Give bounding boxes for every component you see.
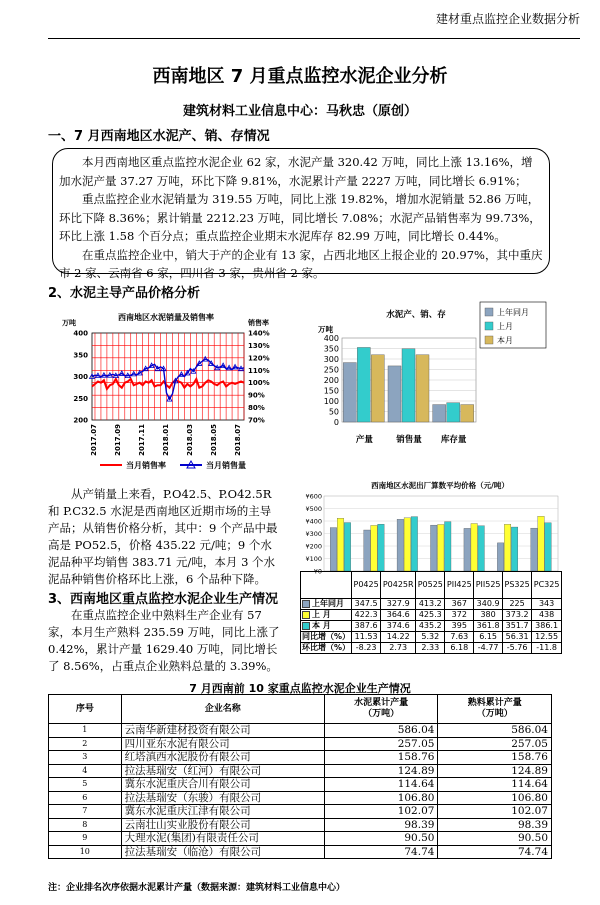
price-table-cell: 343: [532, 599, 562, 610]
rank-cell: 3: [49, 751, 122, 765]
clinker-output-cell: 74.74: [438, 845, 552, 859]
bar: [433, 405, 446, 422]
price-table-cell: 386.1: [532, 621, 562, 632]
bar: [371, 355, 384, 422]
bar: [404, 518, 411, 571]
y-tick-label: 100: [323, 397, 339, 406]
y2-tick-label: 130%: [248, 341, 270, 350]
bar: [461, 405, 474, 422]
bar: [464, 528, 471, 571]
y-tick-label: ¥500: [305, 505, 322, 513]
bar: [438, 525, 445, 572]
legend-label: 当月销售量: [206, 461, 246, 470]
bar: [330, 528, 337, 571]
rank-cell: 7: [49, 805, 122, 819]
summary-paragraph: 重点监控企业水泥销量为 319.55 万吨，同比上涨 19.82%，增加水泥销量 52.86 万吨，环比下降 8.36%；累计销量 2212.23 万吨，同比增长 7.08%；水泥产品销售率为 99.73%，环比上涨 1.58 个百分点；重点监控企业期末水泥库存 82.99 万吨，同比增长 0.44%。: [59, 192, 541, 243]
legend-swatch: [485, 322, 493, 330]
price-table-cell: 7.63: [445, 632, 474, 643]
y2-tick-label: 100%: [248, 379, 270, 388]
company-name-cell: 冀东水泥重庆合川有限公司: [121, 778, 324, 792]
price-table-cell: -4.77: [474, 643, 503, 654]
legend-label: 上年同月: [497, 308, 529, 317]
y2-tick-label: 140%: [248, 329, 270, 338]
table-note: 注：企业排名次序依据水泥累计产量（数据来源：建筑材料工业信息中心）: [48, 883, 346, 893]
category-label: 库存量: [440, 435, 467, 445]
cement-output-cell: 586.04: [324, 724, 438, 738]
price-table-series-name: 本 月: [312, 621, 331, 630]
price-table-cell: 425.3: [416, 610, 445, 621]
y2-tick-label: 90%: [248, 391, 265, 400]
bar: [478, 526, 485, 571]
running-header: 建材重点监控企业数据分析: [435, 12, 580, 26]
bar: [497, 543, 504, 571]
section-heading-2: 2、水泥主导产品价格分析: [48, 286, 201, 301]
bar: [402, 349, 415, 422]
price-table-cell: 6.15: [474, 632, 503, 643]
legend-swatch: [302, 611, 310, 619]
table-row: [49, 791, 552, 805]
table-header-row: [49, 695, 552, 724]
price-table-corner: [301, 572, 352, 599]
summary-box: [52, 148, 550, 280]
cement-output-cell: 158.76: [324, 751, 438, 765]
price-table-cell: 2.73: [381, 643, 416, 654]
rank-cell: 2: [49, 737, 122, 751]
price-table-header: [301, 572, 562, 599]
y2-tick-label: 120%: [248, 354, 270, 363]
company-name-cell: 拉法基瑞安（临沧）有限公司: [121, 845, 324, 859]
x-tick-label: 2018.07: [234, 424, 242, 456]
y-tick-label: 0: [333, 418, 339, 427]
company-name-cell: 红塔滇西水泥股份有限公司: [121, 751, 324, 765]
price-table-row: [301, 599, 562, 610]
price-table-category: P0425: [352, 572, 381, 599]
y-axis-label: 万吨: [318, 325, 333, 334]
price-table-row: [301, 610, 562, 621]
price-data-table: [300, 571, 562, 654]
rank-cell: 5: [49, 778, 122, 792]
clinker-output-cell: 124.89: [438, 764, 552, 778]
price-table-cell: -5.76: [503, 643, 532, 654]
bar: [431, 525, 438, 571]
table-row: [49, 778, 552, 792]
legend-swatch: [302, 622, 310, 630]
y-tick-label: ¥600: [305, 492, 322, 501]
top10-table: [48, 694, 552, 859]
x-tick-label: 2018.05: [210, 424, 218, 456]
table-header-cell: 熟料累计产量 （万吨）: [438, 695, 552, 724]
clinker-output-cell: 158.76: [438, 751, 552, 765]
chart-title: 西南地区水泥销量及销售率: [118, 313, 214, 322]
price-table-cell: 380: [474, 610, 503, 621]
cement-output-cell: 124.89: [324, 764, 438, 778]
chart-title: 水泥产、销、存: [386, 310, 446, 320]
y2-tick-label: 110%: [248, 366, 270, 375]
bar: [531, 528, 538, 571]
price-table-cell: 14.22: [381, 632, 416, 643]
y2-tick-label: 70%: [248, 416, 265, 425]
y-tick-label: 150: [323, 386, 339, 396]
y-tick-label: 400: [73, 329, 88, 338]
clinker-text: [48, 607, 280, 675]
price-table-series-name: 同比增（%）: [302, 632, 351, 641]
bar: [471, 524, 478, 572]
bar: [364, 530, 371, 571]
company-name-cell: 冀东水泥重庆江津有限公司: [121, 805, 324, 819]
rank-cell: 8: [49, 818, 122, 832]
category-label: 销售量: [396, 435, 422, 445]
production-sales-stock-chart: [308, 300, 553, 460]
price-table-cell: 56.31: [503, 632, 532, 643]
price-table-cell: 361.8: [474, 621, 503, 632]
clinker-output-cell: 257.05: [438, 737, 552, 751]
clinker-output-cell: 102.07: [438, 805, 552, 819]
y-tick-label: 250: [323, 365, 339, 375]
table-row: [49, 737, 552, 751]
price-table-cell: 374.6: [381, 621, 416, 632]
bar: [397, 519, 404, 571]
header-divider: [48, 38, 580, 39]
price-table-cell: 373.2: [503, 610, 532, 621]
table-header-cell: 序号: [49, 695, 122, 724]
rank-cell: 1: [49, 724, 122, 738]
price-table-series-label: [301, 599, 352, 610]
top10-table-wrap: [48, 694, 552, 859]
price-table-cell: 11.53: [352, 632, 381, 643]
table-row: [49, 751, 552, 765]
y-tick-label: ¥300: [305, 530, 322, 538]
y-tick-label: ¥400: [305, 517, 322, 526]
bar: [545, 523, 552, 571]
company-name-cell: 四川亚东水泥有限公司: [121, 737, 324, 751]
company-name-cell: 拉法基瑞安（红河）有限公司: [121, 764, 324, 778]
x-tick-label: 2018.03: [186, 424, 194, 456]
y-tick-label: 350: [323, 344, 339, 354]
y-tick-label: 250: [73, 394, 88, 403]
legend-label: 上月: [497, 322, 513, 331]
summary-paragraph: 本月西南地区重点监控水泥企业 62 家，水泥产量 320.42 万吨，同比上涨 13.16%，增加水泥产量 37.27 万吨，环比下降 9.81%，水泥累计产量 2227 万吨，同比增长 6.91%；: [59, 155, 533, 188]
y-tick-label: 300: [73, 373, 88, 381]
legend-label: 本月: [497, 336, 513, 345]
rank-cell: 9: [49, 832, 122, 846]
document-author: 建筑材料工业信息中心：马秋忠（原创）: [182, 104, 417, 119]
company-name-cell: 云南华新建材投资有限公司: [121, 724, 324, 738]
price-table-cell: 422.3: [352, 610, 381, 621]
y-tick-label: 200: [73, 416, 88, 425]
price-table-series-name: 上年同月: [312, 599, 344, 608]
price-table-cell: 12.55: [532, 632, 562, 643]
category-label: 产量: [355, 435, 373, 445]
rank-cell: 6: [49, 791, 122, 805]
y-tick-label: ¥200: [305, 542, 322, 551]
price-table-cell: 435.2: [416, 621, 445, 632]
sales-rate-chart: [48, 308, 278, 458]
legend-swatch: [485, 336, 493, 344]
price-table-cell: 438: [532, 610, 562, 621]
clinker-output-cell: 90.50: [438, 832, 552, 846]
price-analysis-paragraph: 从产销量上来看，P.O42.5、P.O42.5R 和 P.C32.5 水泥是西南地区近期市场的主导产品；从销售价格分析，其中：9 个产品中最高是 PO52.5，价格 435.22 元/吨；9 个水泥品种平均销售 383.71 元/吨，本月 3 个水泥品种销售价格环比上涨，6 个品种下降。: [48, 487, 278, 586]
price-table-cell: 225: [503, 599, 532, 610]
y-tick-label: 350: [73, 351, 88, 360]
price-table-cell: 340.9: [474, 599, 503, 610]
document-title: 西南地区 7 月重点监控水泥企业分析: [152, 66, 448, 87]
y-tick-label: 50: [328, 407, 339, 417]
clinker-output-cell: 106.80: [438, 791, 552, 805]
price-table-cell: 395: [445, 621, 474, 632]
bar: [343, 363, 356, 422]
price-table-category: P0525: [416, 572, 445, 599]
cement-output-cell: 74.74: [324, 845, 438, 859]
price-table-cell: 372: [445, 610, 474, 621]
price-table-cell: 347.5: [352, 599, 381, 610]
x-tick-label: 2017.07: [90, 424, 98, 456]
price-table-category: PII425: [445, 572, 474, 599]
bar: [447, 403, 460, 422]
price-table-cell: -11.8: [532, 643, 562, 654]
bar: [388, 366, 401, 422]
price-table-category: PC325: [532, 572, 562, 599]
table-header-cell: 企业名称: [121, 695, 324, 724]
x-tick-label: 2017.09: [114, 424, 122, 456]
table-row: [49, 832, 552, 846]
table-row: [49, 805, 552, 819]
cement-output-cell: 90.50: [324, 832, 438, 846]
legend-label: 当月销售率: [126, 461, 166, 470]
bar: [504, 524, 511, 571]
bar: [445, 522, 452, 571]
price-data-table-wrap: [300, 571, 562, 659]
bar: [371, 525, 378, 571]
price-table-category: P0425R: [381, 572, 416, 599]
cement-output-cell: 102.07: [324, 805, 438, 819]
plot-area: [92, 333, 244, 420]
table-row: [49, 818, 552, 832]
bar: [511, 527, 518, 571]
legend-swatch: [302, 600, 310, 608]
clinker-output-cell: 586.04: [438, 724, 552, 738]
company-name-cell: 云南壮山实业股份有限公司: [121, 818, 324, 832]
bar: [357, 347, 370, 422]
price-table-cell: 5.32: [416, 632, 445, 643]
price-table-series-label: [301, 610, 352, 621]
price-table-category: PII525: [474, 572, 503, 599]
bar: [337, 518, 344, 571]
y-tick-label: 400: [323, 334, 339, 343]
legend-swatch: [485, 308, 493, 316]
y-axis-right-label: 销售率: [248, 319, 269, 327]
price-table-row: [301, 643, 562, 654]
bar: [411, 517, 418, 571]
x-tick-label: 2018.01: [162, 424, 170, 456]
y-tick-label: ¥100: [305, 555, 322, 563]
bar: [416, 355, 429, 422]
price-table-series-name: 环比增（%）: [302, 643, 351, 652]
company-name-cell: 大理水泥(集团)有限责任公司: [121, 832, 324, 846]
cement-output-cell: 98.39: [324, 818, 438, 832]
y-tick-label: ¥0: [313, 567, 322, 576]
price-table-series-label: [301, 621, 352, 632]
price-table-row: [301, 632, 562, 643]
price-table-series-label: [301, 643, 352, 654]
price-table-cell: 351.7: [503, 621, 532, 632]
price-table-row: [301, 621, 562, 632]
y-axis-left-label: 万吨: [62, 319, 76, 327]
price-table-cell: 2.33: [416, 643, 445, 654]
y-tick-label: 200: [323, 376, 339, 385]
clinker-output-cell: 114.64: [438, 778, 552, 792]
price-table-cell: 387.6: [352, 621, 381, 632]
chart-legend: [100, 458, 290, 472]
table-row: [49, 724, 552, 738]
price-table-cell: 413.2: [416, 599, 445, 610]
price-table-cell: 367: [445, 599, 474, 610]
summary-paragraph: 在重点监控企业中，销大于产的企业有 13 家，占西北地区上报企业的 20.97%，其中重庆市 2 家、云南省 6 家，四川省 3 家，贵州省 2 家。: [59, 247, 543, 280]
price-analysis-text: [48, 486, 280, 588]
cement-output-cell: 106.80: [324, 791, 438, 805]
x-tick-label: 2017.11: [138, 424, 146, 456]
cement-output-cell: 114.64: [324, 778, 438, 792]
rank-cell: 10: [49, 845, 122, 859]
price-table-cell: 364.6: [381, 610, 416, 621]
bar: [344, 523, 351, 571]
rank-cell: 4: [49, 764, 122, 778]
y-tick-label: 300: [323, 355, 339, 364]
company-name-cell: 拉法基瑞安（东骏）有限公司: [121, 791, 324, 805]
section-heading-3: 3、西南地区重点监控水泥企业生产情况: [48, 592, 279, 607]
price-table-series-label: [301, 632, 352, 643]
table-header-cell: 水泥累计产量 （万吨）: [324, 695, 438, 724]
table-title: 7 月西南前 10 家重点监控水泥企业生产情况: [189, 682, 411, 695]
price-table-cell: 327.9: [381, 599, 416, 610]
table-row: [49, 764, 552, 778]
price-table-series-name: 上 月: [312, 610, 331, 619]
y2-tick-label: 80%: [248, 404, 265, 413]
section-heading-1: 一、7 月西南地区水泥产、销、存情况: [48, 129, 270, 144]
bar: [538, 516, 545, 571]
table-row: [49, 845, 552, 859]
price-table-cell: -8.23: [352, 643, 381, 654]
clinker-paragraph: 在重点监控企业中熟料生产企业有 57 家，本月生产熟料 235.59 万吨，同比上涨了 0.42%，累计产量 1629.40 万吨，同比增长了 8.56%，占重点企业熟料总量的 3.39%。: [48, 608, 280, 673]
price-table-category: PS325: [503, 572, 532, 599]
cement-output-cell: 257.05: [324, 737, 438, 751]
price-table-cell: 6.18: [445, 643, 474, 654]
chart-title: 西南地区水泥出厂算数平均价格（元/吨）: [371, 481, 509, 490]
bar: [378, 524, 385, 571]
clinker-output-cell: 98.39: [438, 818, 552, 832]
